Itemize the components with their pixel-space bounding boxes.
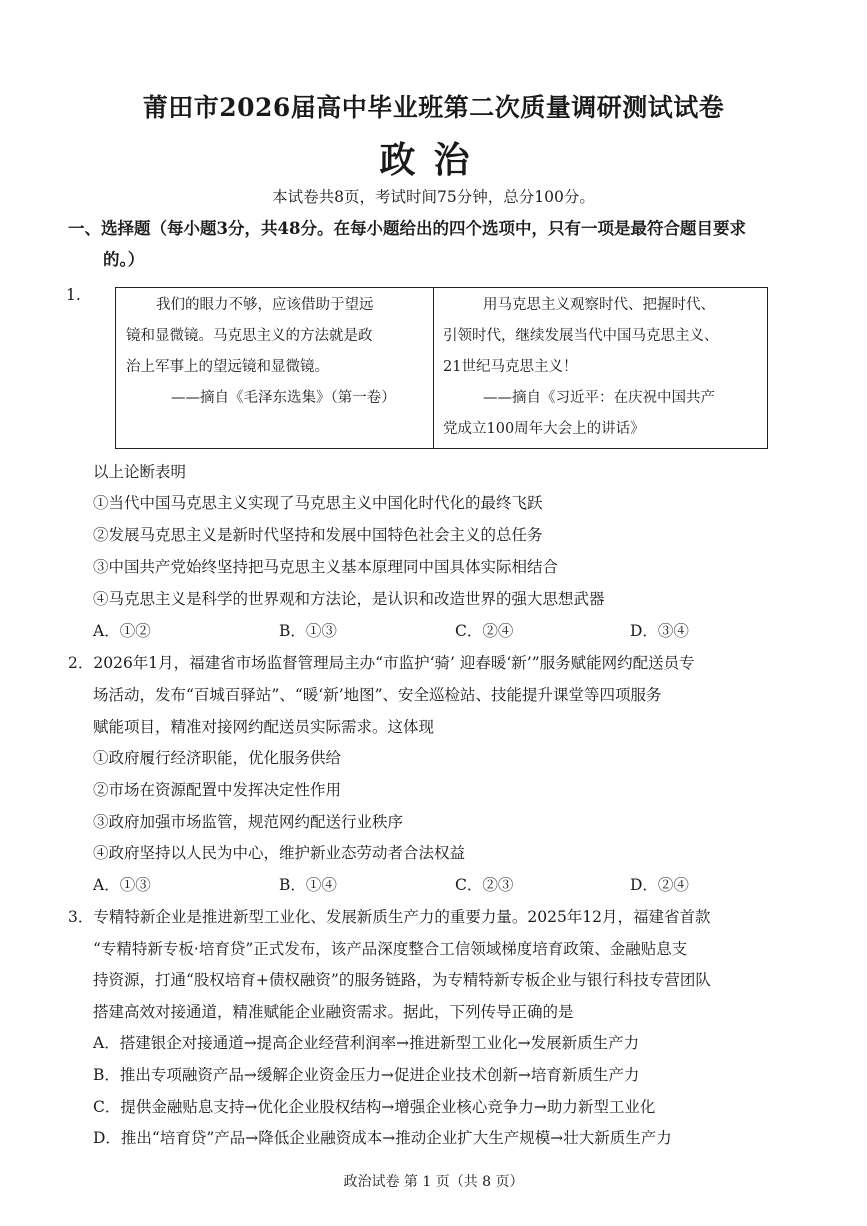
right-quote-line: 引领时代，继续发展当代中国马克思主义、 — [443, 328, 719, 344]
exam-note: 本试卷共8页，考试时间75分钟，总分100分。 — [272, 188, 595, 206]
right-quote — [443, 290, 763, 445]
q2-option-c: C．②③ — [455, 876, 514, 894]
left-quote-line: 我们的眼力不够，应该借助于望远 — [156, 297, 374, 313]
q3-option-c: C．提供金融贴息支持→优化企业股权结构→增强企业核心竞争力→助力新型工业化 — [93, 1098, 656, 1116]
left-quote-source: ——摘自《毛泽东选集》（第一卷） — [171, 390, 396, 406]
q1-number: 1. — [66, 286, 81, 304]
section-heading: 一、选择题（每小题3分，共48分。在每小题给出的四个选项中，只有一项是最符合题目要求 — [68, 219, 746, 238]
q3-option-b: B．推出专项融资产品→缓解企业资金压力→促进企业技术创新→培育新质生产力 — [93, 1066, 640, 1084]
left-quote-line: 治上军事上的望远镜和显微镜。 — [126, 359, 329, 375]
left-quote-line: 镜和显微镜。马克思主义的方法就是政 — [126, 328, 373, 344]
page-footer: 政治试卷 第 1 页（共 8 页） — [343, 1174, 524, 1190]
q2-stem: 2．2026年1月，福建省市场监督管理局主办“市监护‘骑’ 迎春暖‘新’”服务赋能网约配送员专 — [68, 654, 695, 672]
q1-quote-table — [115, 287, 768, 449]
q2-statement: ④政府坚持以人民为中心，维护新业态劳动者合法权益 — [93, 844, 466, 862]
q3-stem: “专精特新专板·培育贷”正式发布，该产品深度整合工信领域梯度培育政策、金融贴息支 — [93, 940, 688, 958]
q3-stem: 持资源，打通“股权培育+债权融资”的服务链路，为专精特新专板企业与银行科技专营团队 — [93, 971, 711, 989]
exam-title: 莆田市2026届高中毕业班第二次质量调研测试试卷 — [142, 93, 725, 122]
right-quote-source-cont: 党成立100周年大会上的讲话》 — [443, 421, 645, 437]
q1-statement: ③中国共产党始终坚持把马克思主义基本原理同中国具体实际相结合 — [93, 558, 559, 576]
q2-option-b: B．①④ — [279, 876, 337, 894]
q2-stem: 场活动，发布“百城百驿站”、“暖‘新’地图”、安全巡检站、技能提升课堂等四项服务 — [93, 686, 662, 704]
q1-statement: ①当代中国马克思主义实现了马克思主义中国化时代化的最终飞跃 — [93, 494, 543, 512]
q2-option-d: D．②④ — [630, 876, 689, 894]
q1-option-a: A．①② — [93, 622, 151, 640]
q2-option-a: A．①③ — [93, 876, 151, 894]
q3-option-d: D．推出“培育贷”产品→降低企业融资成本→推动企业扩大生产规模→壮大新质生产力 — [93, 1129, 672, 1147]
section-heading-cont: 的。） — [103, 250, 145, 269]
right-quote-source: ——摘自《习近平：在庆祝中国共产 — [483, 390, 715, 406]
q1-option-c: C．②④ — [455, 622, 514, 640]
subject-title: 政治 — [379, 139, 488, 181]
q1-statement: ②发展马克思主义是新时代坚持和发展中国特色社会主义的总任务 — [93, 526, 543, 544]
q2-stem: 赋能项目，精准对接网约配送员实际需求。这体现 — [93, 718, 435, 736]
q3-option-a: A．搭建银企对接通道→提高企业经营利润率→推进新型工业化→发展新质生产力 — [93, 1034, 640, 1052]
q2-statement: ①政府履行经济职能，优化服务供给 — [93, 749, 342, 767]
q1-option-d: D．③④ — [630, 622, 689, 640]
right-quote-line: 用马克思主义观察时代、把握时代、 — [483, 297, 715, 313]
q3-stem: 搭建高效对接通道，精准赋能企业融资需求。据此，下列传导正确的是 — [93, 1003, 574, 1021]
table-divider — [433, 288, 434, 448]
q1-option-b: B．①③ — [279, 622, 337, 640]
right-quote-line: 21世纪马克思主义！ — [443, 359, 578, 375]
q3-stem: 3．专精特新企业是推进新型工业化、发展新质生产力的重要力量。2025年12月，福建省首款 — [68, 908, 711, 926]
left-quote — [126, 290, 426, 414]
q2-statement: ③政府加强市场监管，规范网约配送行业秩序 — [93, 813, 404, 831]
q1-stem: 以上论断表明 — [93, 463, 187, 481]
q2-statement: ②市场在资源配置中发挥决定性作用 — [93, 781, 342, 799]
q1-statement: ④马克思主义是科学的世界观和方法论，是认识和改造世界的强大思想武器 — [93, 590, 605, 608]
